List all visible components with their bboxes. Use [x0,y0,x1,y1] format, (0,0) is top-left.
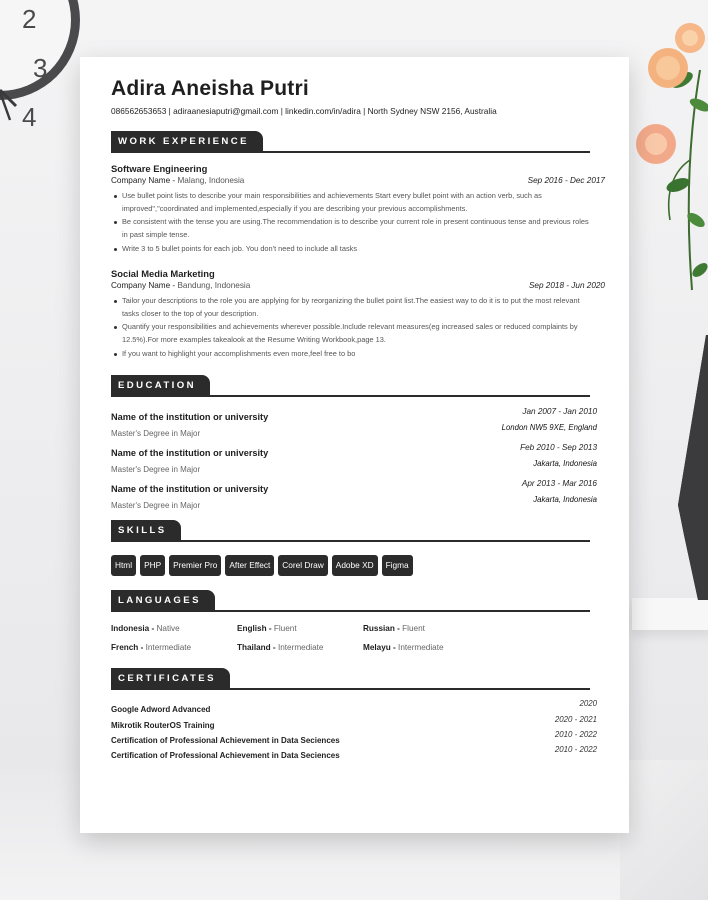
education-entry [111,407,597,438]
certificates-header [111,670,590,690]
certificate-year: 2010 - 2022 [554,730,597,739]
clock-numeral-4: 4 [22,102,37,132]
wall-clock [0,0,86,170]
language-item [237,624,297,633]
job-title: Software Engineering [111,163,208,174]
education-dates: Feb 2010 - Sep 2013 [520,443,597,452]
languages-header [111,592,590,612]
job-dates: Sep 2016 - Dec 2017 [527,176,605,185]
certificate-item [111,745,597,760]
certificate-name: Certification of Professional Achievement in Data Seciences [111,736,340,745]
language-level: Intermediate [398,643,444,652]
skills-list [111,555,413,576]
language-level: Intermediate [277,643,324,652]
language-name: Indonesia - [111,624,155,633]
skills-header [111,522,590,542]
education-entry [111,443,597,474]
skill-chip: After Effect [225,555,274,576]
degree: Master's Degree in Major [111,501,201,510]
section-title: WORK EXPERIENCE [111,131,263,153]
bullet-item: Be consistent with the tense you are using.The recommendation is to describe your current role in present continuous tense and previous roles in past simple tense. [111,216,605,241]
education-header [111,377,590,397]
job-entry [111,163,605,257]
bullet-item: Tailor your descriptions to the role you are applying for by reorganizing the bullet point list.The easiest way to do it is to put the most relevant tasks closer to the top of your description. [111,295,605,320]
job-meta [111,281,605,292]
certificate-item [111,730,597,745]
skill-chip: Corel Draw [278,555,328,576]
wall-shelf [632,598,708,630]
clock-numeral-3: 3 [33,53,48,83]
section-title: LANGUAGES [111,590,215,612]
contact-line: 086562653653 | adiraanesiaputri@gmail.com | linkedin.com/in/adira | North Sydney NSW 2156, Australia [111,106,497,116]
language-item [363,643,444,652]
job-title: Social Media Marketing [111,268,215,279]
language-item [111,624,180,633]
certificate-item [111,699,597,714]
education-dates: Apr 2013 - Mar 2016 [521,479,597,488]
certificate-name: Google Adword Advanced [111,705,211,714]
language-name: English - [237,624,272,633]
language-name: Thailand - [237,643,276,652]
section-title: CERTIFICATES [111,668,230,690]
education-dates: Jan 2007 - Jan 2010 [522,407,597,416]
language-item [111,643,191,652]
education-location: Jakarta, Indonesia [533,495,597,504]
company-name: Company Name - [111,281,176,290]
certificate-year: 2020 [579,699,597,708]
certificate-year: 2020 - 2021 [554,715,597,724]
degree: Master's Degree in Major [111,429,201,438]
education-location: London NW5 9XE, England [501,423,597,432]
job-bullets [111,295,605,361]
candidate-name: Adira Aneisha Putri [111,77,309,100]
section-title: EDUCATION [111,375,210,397]
certificate-name: Certification of Professional Achievement in Data Seciences [111,751,340,760]
skill-chip: Figma [382,555,413,576]
job-dates: Sep 2018 - Jun 2020 [528,281,605,290]
language-level: Fluent [402,624,425,633]
bullet-item: If you want to highlight your accomplishments even more,feel free to bo [111,348,605,361]
side-table [620,760,708,900]
company-name: Company Name - [111,176,176,185]
degree: Master's Degree in Major [111,465,201,474]
language-item [363,624,425,633]
language-level: Intermediate [145,643,192,652]
resume-page [80,57,629,833]
section-title: SKILLS [111,520,181,542]
skill-chip: Adobe XD [332,555,378,576]
skill-chip: Premier Pro [169,555,221,576]
certificate-name: Mikrotik RouterOS Training [111,721,215,730]
certificate-year: 2010 - 2022 [554,745,597,754]
language-name: French - [111,643,144,652]
certificate-item [111,715,597,730]
skill-chip: Html [111,555,136,576]
clock-numeral-2: 2 [22,4,37,34]
language-level: Native [156,624,180,633]
skill-chip: PHP [140,555,165,576]
institution-name: Name of the institution or university [111,448,269,458]
institution-name: Name of the institution or university [111,484,269,494]
bullet-item: Quantify your responsibilities and achievements wherever possible.Include relevant measures(eg increased sales or reduced complaints by 12.5%).For more examples takealook at the Resume Writing Workbook,page 13. [111,321,605,346]
institution-name: Name of the institution or university [111,412,269,422]
education-location: Jakarta, Indonesia [533,459,597,468]
job-bullets [111,190,605,256]
language-item [237,643,323,652]
flower-vase-plant [630,10,708,300]
job-location: Malang, Indonesia [177,176,245,185]
bullet-item: Use bullet point lists to describe your main responsibilities and achievements Start every bullet point with an action verb, such as improved","coordinated and implemented,especially if you are describing your previous accomplishments. [111,190,605,215]
job-location: Bandung, Indonesia [177,281,251,290]
education-entry [111,479,597,510]
work-experience-header [111,133,590,153]
job-entry [111,268,605,362]
language-name: Russian - [363,624,400,633]
bullet-item: Write 3 to 5 bullet points for each job. You don't need to include all tasks [111,243,605,256]
dark-vase [676,335,708,600]
language-level: Fluent [273,624,297,633]
job-meta [111,176,605,187]
language-name: Melayu - [363,643,396,652]
